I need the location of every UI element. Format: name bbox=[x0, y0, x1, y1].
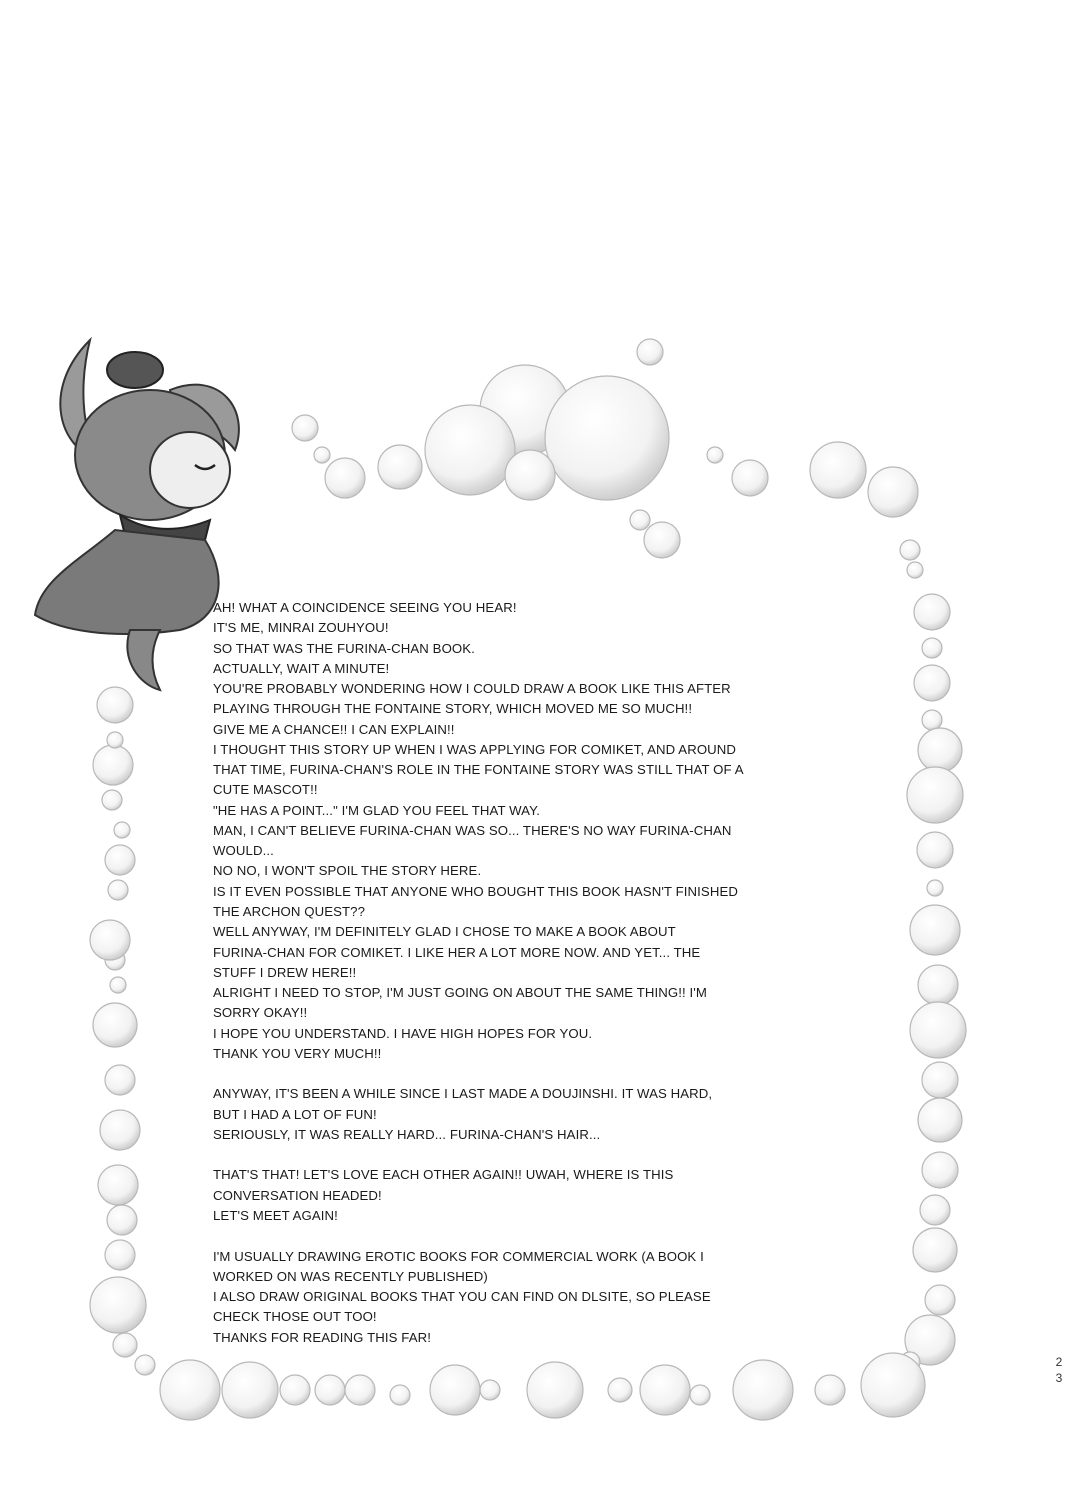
afterword-line: YOU'RE PROBABLY WONDERING HOW I COULD DRAW A BOOK LIKE THIS AFTER bbox=[213, 681, 731, 697]
bubble bbox=[160, 1360, 220, 1420]
bubble bbox=[707, 447, 723, 463]
afterword-line: FURINA-CHAN FOR COMIKET. I LIKE HER A LOT MORE NOW. AND YET... THE bbox=[213, 944, 701, 960]
bubble bbox=[280, 1375, 310, 1405]
bubble bbox=[637, 339, 663, 365]
afterword-line: NO NO, I WON'T SPOIL THE STORY HERE. bbox=[213, 863, 482, 879]
mascot-face bbox=[150, 432, 230, 508]
bubble bbox=[105, 845, 135, 875]
bubble bbox=[390, 1385, 410, 1405]
afterword-line: SORRY OKAY!! bbox=[213, 1005, 308, 1021]
page-number-digit: 3 bbox=[1055, 1371, 1063, 1385]
afterword-line: GIVE ME A CHANCE!! I CAN EXPLAIN!! bbox=[213, 721, 455, 737]
afterword-line: BUT I HAD A LOT OF FUN! bbox=[213, 1106, 377, 1122]
afterword-line: I ALSO DRAW ORIGINAL BOOKS THAT YOU CAN FIND ON DLSITE, SO PLEASE bbox=[213, 1289, 711, 1305]
afterword-line: WOULD... bbox=[213, 843, 274, 859]
bubble bbox=[927, 880, 943, 896]
bubble bbox=[527, 1362, 583, 1418]
bubble bbox=[900, 540, 920, 560]
bubble bbox=[93, 745, 133, 785]
afterword-line: CUTE MASCOT!! bbox=[213, 782, 318, 798]
afterword-text bbox=[213, 598, 813, 1348]
blank-line bbox=[213, 1064, 813, 1084]
afterword-line: CONVERSATION HEADED! bbox=[213, 1187, 382, 1203]
bubble bbox=[910, 905, 960, 955]
afterword-line: MAN, I CAN'T BELIEVE FURINA-CHAN WAS SO... THERE'S NO WAY FURINA-CHAN bbox=[213, 822, 732, 838]
bubble bbox=[913, 1228, 957, 1272]
bubble bbox=[910, 1002, 966, 1058]
bubble bbox=[102, 790, 122, 810]
mascot-bow bbox=[107, 352, 163, 388]
afterword-line: THAT'S THAT! LET'S LOVE EACH OTHER AGAIN!! UWAH, WHERE IS THIS bbox=[213, 1167, 674, 1183]
bubble bbox=[733, 1360, 793, 1420]
bubble bbox=[107, 1205, 137, 1235]
bubble bbox=[925, 1285, 955, 1315]
afterword-line: WORKED ON WAS RECENTLY PUBLISHED) bbox=[213, 1268, 488, 1284]
afterword-line: CHECK THOSE OUT TOO! bbox=[213, 1309, 377, 1325]
bubble bbox=[545, 376, 669, 500]
bubble bbox=[108, 880, 128, 900]
page-number-digit: 2 bbox=[1055, 1355, 1063, 1369]
bubble bbox=[810, 442, 866, 498]
bubble bbox=[107, 732, 123, 748]
bubble bbox=[922, 710, 942, 730]
afterword-line: THANK YOU VERY MUCH!! bbox=[213, 1045, 382, 1061]
afterword-line: AH! WHAT A COINCIDENCE SEEING YOU HEAR! bbox=[213, 600, 517, 615]
bubble bbox=[917, 832, 953, 868]
bubble bbox=[815, 1375, 845, 1405]
bubble bbox=[630, 510, 650, 530]
blank-line bbox=[213, 1226, 813, 1246]
bubble bbox=[907, 562, 923, 578]
bubble bbox=[98, 1165, 138, 1205]
bubble bbox=[732, 460, 768, 496]
bubble bbox=[100, 1110, 140, 1150]
bubble bbox=[644, 522, 680, 558]
afterword-line: THANKS FOR READING THIS FAR! bbox=[213, 1329, 431, 1345]
afterword-line: I HOPE YOU UNDERSTAND. I HAVE HIGH HOPES FOR YOU. bbox=[213, 1025, 593, 1041]
afterword-line: SO THAT WAS THE FURINA-CHAN BOOK. bbox=[213, 640, 475, 656]
bubble bbox=[907, 767, 963, 823]
afterword-line: THAT TIME, FURINA-CHAN'S ROLE IN THE FONTAINE STORY WAS STILL THAT OF A bbox=[213, 762, 744, 778]
mascot-tail bbox=[127, 630, 160, 690]
bubble bbox=[918, 1098, 962, 1142]
bubble bbox=[325, 458, 365, 498]
afterword-line: STUFF I DREW HERE!! bbox=[213, 964, 357, 980]
bubble bbox=[222, 1362, 278, 1418]
bubble bbox=[918, 965, 958, 1005]
bubble bbox=[378, 445, 422, 489]
bubble bbox=[914, 665, 950, 701]
afterword-line: "HE HAS A POINT..." I'M GLAD YOU FEEL THAT WAY. bbox=[213, 802, 541, 818]
bubble bbox=[93, 1003, 137, 1047]
afterword-line: WELL ANYWAY, I'M DEFINITELY GLAD I CHOSE TO MAKE A BOOK ABOUT bbox=[213, 924, 676, 940]
bubble bbox=[314, 447, 330, 463]
afterword-line: I THOUGHT THIS STORY UP WHEN I WAS APPLYING FOR COMIKET, AND AROUND bbox=[213, 741, 737, 757]
afterword-line: PLAYING THROUGH THE FONTAINE STORY, WHICH MOVED ME SO MUCH!! bbox=[213, 701, 693, 717]
bubble bbox=[315, 1375, 345, 1405]
bubble bbox=[135, 1355, 155, 1375]
bubble bbox=[345, 1375, 375, 1405]
afterword-line: ALRIGHT I NEED TO STOP, I'M JUST GOING ON ABOUT THE SAME THING!! I'M bbox=[213, 985, 708, 1001]
bubble bbox=[640, 1365, 690, 1415]
afterword-line: ACTUALLY, WAIT A MINUTE! bbox=[213, 660, 390, 676]
bubble bbox=[861, 1353, 925, 1417]
bubble bbox=[505, 450, 555, 500]
page-number bbox=[1054, 1354, 1064, 1386]
bubble bbox=[480, 1380, 500, 1400]
bubble bbox=[868, 467, 918, 517]
afterword-line: IT'S ME, MINRAI ZOUHYOU! bbox=[213, 620, 389, 636]
afterword-line: IS IT EVEN POSSIBLE THAT ANYONE WHO BOUGHT THIS BOOK HASN'T FINISHED bbox=[213, 883, 738, 899]
bubble bbox=[608, 1378, 632, 1402]
afterword-line: ANYWAY, IT'S BEEN A WHILE SINCE I LAST MADE A DOUJINSHI. IT WAS HARD, bbox=[213, 1086, 713, 1102]
bubble bbox=[105, 1240, 135, 1270]
mascot-body bbox=[35, 530, 219, 634]
bubble bbox=[110, 977, 126, 993]
bubble bbox=[425, 405, 515, 495]
bubble bbox=[690, 1385, 710, 1405]
afterword-line: SERIOUSLY, IT WAS REALLY HARD... FURINA-CHAN'S HAIR... bbox=[213, 1126, 601, 1142]
afterword-line: LET'S MEET AGAIN! bbox=[213, 1207, 338, 1223]
bubble bbox=[114, 822, 130, 838]
bubble bbox=[90, 920, 130, 960]
blank-line bbox=[213, 1145, 813, 1165]
bubble bbox=[292, 415, 318, 441]
bubble bbox=[113, 1333, 137, 1357]
bubble bbox=[430, 1365, 480, 1415]
afterword-line: THE ARCHON QUEST?? bbox=[213, 903, 366, 919]
bubble bbox=[920, 1195, 950, 1225]
bubble bbox=[918, 728, 962, 772]
bubble bbox=[914, 594, 950, 630]
bubble bbox=[922, 1062, 958, 1098]
bubble bbox=[90, 1277, 146, 1333]
bubble bbox=[105, 1065, 135, 1095]
afterword-line: I'M USUALLY DRAWING EROTIC BOOKS FOR COMMERCIAL WORK (A BOOK I bbox=[213, 1248, 704, 1264]
bubble bbox=[922, 638, 942, 658]
bubble bbox=[922, 1152, 958, 1188]
